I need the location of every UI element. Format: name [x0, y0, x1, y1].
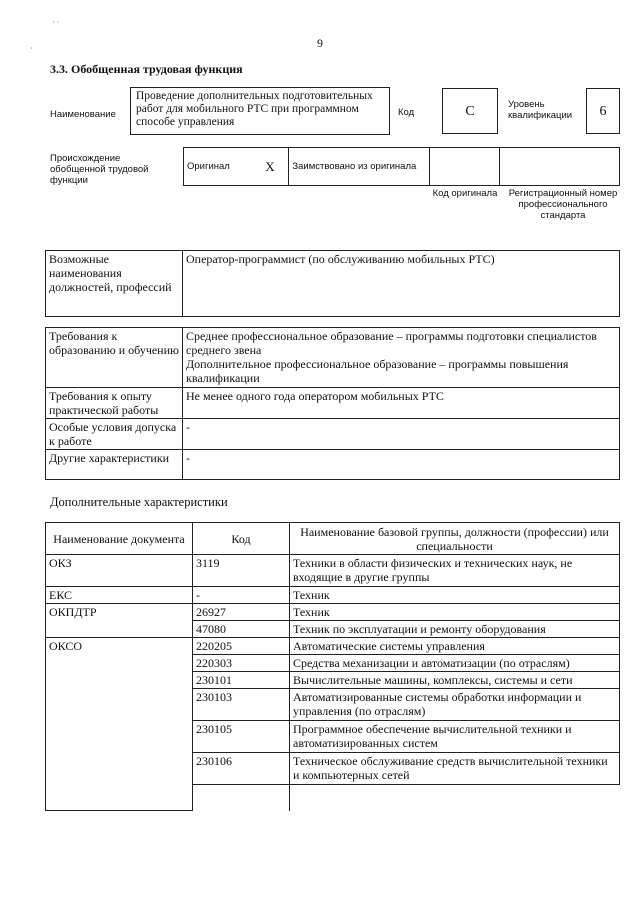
req-experience-label: Требования к опыту практической работы — [46, 388, 183, 419]
req-education-label: Требования к образованию и обучению — [46, 328, 183, 388]
doc-cell: ОКПДТР — [46, 604, 193, 638]
code-caption: Код оригинала — [432, 188, 498, 199]
name-value: Проведение дополнительных подготовительных работ для мобильного РТС при программном способе управления — [130, 87, 390, 135]
reg-number-cell — [500, 148, 620, 186]
code-cell: 220303 — [193, 655, 290, 672]
code-cell: 26927 — [193, 604, 290, 621]
original-code-cell — [429, 148, 500, 186]
code-cell: 230106 — [193, 753, 290, 785]
original-label: Оригинал — [184, 148, 252, 186]
reg-caption: Регистрационный номер профессионального стандарта — [508, 188, 618, 221]
positions-value: Оператор-программист (по обслуживанию мобильных РТС) — [183, 251, 620, 317]
name-cell: Средства механизации и автоматизации (по отраслям) — [290, 655, 620, 672]
code-cell: 220205 — [193, 638, 290, 655]
name-cell: Техник — [290, 604, 620, 621]
req-other-label: Другие характеристики — [46, 450, 183, 480]
origin-table — [183, 147, 620, 186]
positions-label: Возможные наименования должностей, профессий — [46, 251, 183, 317]
code-cell: - — [193, 587, 290, 604]
positions-table — [45, 250, 620, 317]
col-header-code: Код — [193, 523, 290, 555]
borrowed-label: Заимствовано из оригинала — [289, 148, 429, 186]
scan-dots: · — [30, 44, 33, 53]
section-title: 3.3. Обобщенная трудовая функция — [50, 62, 243, 76]
code-value: C — [442, 88, 498, 134]
req-special-value: - — [183, 419, 620, 450]
name-cell: Вычислительные машины, комплексы, системы и сети — [290, 672, 620, 689]
name-cell: Техники в области физических и технических наук, не входящие в другие группы — [290, 555, 620, 587]
level-label: Уровень квалификации — [508, 99, 573, 121]
doc-cell: ОКЗ — [46, 555, 193, 587]
origin-label: Происхождение обобщенной трудовой функции — [50, 153, 149, 186]
col-header-doc: Наименование документа — [46, 523, 193, 555]
table-row — [46, 555, 620, 587]
code-cell: 47080 — [193, 621, 290, 638]
req-experience-value: Не менее одного года оператором мобильных РТС — [183, 388, 620, 419]
table-row — [46, 604, 620, 621]
doc-cell: ОКСО — [46, 638, 193, 811]
name-cell: Программное обеспечение вычислительной техники и автоматизированных систем — [290, 721, 620, 753]
code-cell: 230105 — [193, 721, 290, 753]
doc-cell: ЕКС — [46, 587, 193, 604]
name-cell: Техническое обслуживание средств вычислительной техники и компьютерных сетей — [290, 753, 620, 785]
name-cell: Автоматические системы управления — [290, 638, 620, 655]
name-cell: Автоматизированные системы обработки информации и управления (по отраслям) — [290, 689, 620, 721]
requirements-table — [45, 327, 620, 480]
code-cell: 230101 — [193, 672, 290, 689]
original-mark: X — [252, 148, 289, 186]
table-row — [46, 587, 620, 604]
name-label: Наименование — [50, 109, 116, 120]
name-cell: Техник по эксплуатации и ремонту оборудования — [290, 621, 620, 638]
req-other-value: - — [183, 450, 620, 480]
code-cell: 230103 — [193, 689, 290, 721]
table-row — [46, 638, 620, 655]
code-label: Код — [398, 107, 415, 118]
empty-name-cell — [290, 785, 620, 811]
scan-dots: · · — [52, 18, 60, 27]
req-education-value: Среднее профессиональное образование – программы подготовки специалистов среднего звена Дополнительное профессиональное образование – программы повышения квалификации — [183, 328, 620, 388]
empty-code-cell — [193, 785, 290, 811]
req-special-label: Особые условия допуска к работе — [46, 419, 183, 450]
additional-title: Дополнительные характеристики — [50, 495, 228, 509]
col-header-name: Наименование базовой группы, должности (профессии) или специальности — [290, 523, 620, 555]
name-cell: Техник — [290, 587, 620, 604]
page-number: 9 — [317, 36, 323, 50]
additional-table — [45, 522, 620, 811]
code-cell: 3119 — [193, 555, 290, 587]
level-value: 6 — [586, 88, 620, 134]
